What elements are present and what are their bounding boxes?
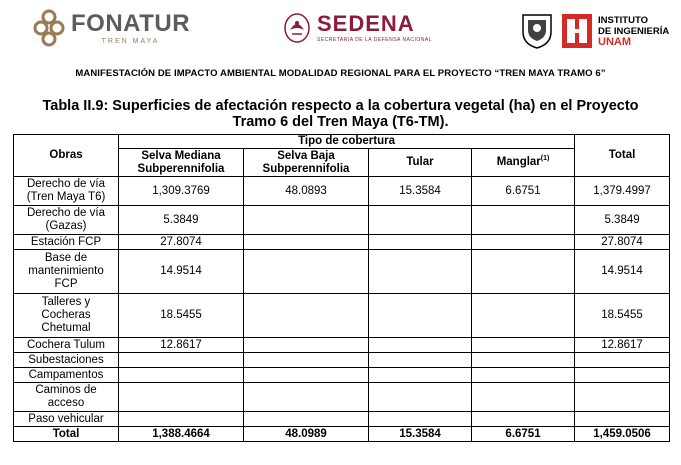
obra-line: Subestaciones — [28, 353, 104, 366]
table-row — [14, 368, 670, 383]
fonatur-name: FONATUR — [71, 9, 191, 37]
instituto-ingenieria-icon — [562, 14, 592, 48]
obra-cell — [14, 338, 119, 353]
row-total-cell — [575, 368, 670, 383]
value-cell — [472, 250, 575, 294]
fonatur-logo — [33, 8, 190, 48]
value-cell — [244, 412, 369, 427]
obra-line: Talleres y — [41, 296, 91, 308]
table-caption — [0, 98, 681, 130]
fonatur-emblem-icon — [33, 8, 65, 48]
unam-line1: INSTITUTO — [598, 14, 648, 26]
row-total-cell — [575, 412, 670, 427]
total-value-cell: 48.0989 — [244, 427, 369, 442]
obra-line: Estación FCP — [30, 235, 102, 248]
value-cell — [472, 412, 575, 427]
row-total-cell: 18.5455 — [575, 294, 670, 338]
obra-cell — [14, 383, 119, 412]
row-total-cell: 1,379.4997 — [575, 177, 670, 206]
header-col1-line1: Selva Mediana — [141, 149, 221, 162]
obra-line: Campamentos — [28, 368, 104, 381]
value-cell: 1,309.3769 — [119, 177, 244, 206]
value-cell — [472, 294, 575, 338]
obra-line: Derecho de vía — [27, 178, 105, 190]
obra-line: Chetumal — [41, 322, 91, 334]
obra-line: mantenimiento — [28, 265, 104, 277]
document-subtitle: MANIFESTACIÓN DE IMPACTO AMBIENTAL MODALIDAD REGIONAL PARA EL PROYECTO “TREN MAYA TRAMO 6” — [75, 68, 606, 79]
value-cell — [369, 250, 472, 294]
obra-cell — [14, 235, 119, 250]
obra-cell — [14, 353, 119, 368]
obra-cell — [14, 368, 119, 383]
unam-shield-icon — [520, 12, 554, 50]
value-cell — [369, 294, 472, 338]
total-label: Total — [14, 427, 119, 442]
fonatur-subtitle: TREN MAYA — [101, 37, 160, 45]
obra-line: Cocheras — [41, 309, 91, 321]
value-cell: 14.9514 — [119, 250, 244, 294]
sedena-logo — [283, 12, 432, 44]
value-cell — [244, 235, 369, 250]
table-body — [14, 177, 670, 442]
unam-logo — [520, 12, 669, 50]
header-manglar — [472, 149, 575, 177]
value-cell — [244, 250, 369, 294]
row-total-cell: 14.9514 — [575, 250, 670, 294]
obra-line: (Tren Maya T6) — [26, 191, 106, 203]
value-cell: 5.3849 — [119, 206, 244, 235]
obra-line: acceso — [47, 397, 85, 409]
value-cell — [472, 368, 575, 383]
unam-line2: DE INGENIERÍA — [598, 25, 670, 37]
header-tipo-cobertura: Tipo de cobertura — [119, 135, 575, 149]
footnote-marker: (1) — [540, 155, 550, 163]
grand-total-cell: 1,459.0506 — [575, 427, 670, 442]
obra-cell — [14, 177, 119, 206]
unam-line3: UNAM — [598, 35, 631, 48]
row-total-cell — [575, 353, 670, 368]
value-cell: 48.0893 — [244, 177, 369, 206]
value-cell — [472, 353, 575, 368]
header-col2-line1: Selva Baja — [277, 149, 335, 162]
value-cell — [244, 383, 369, 412]
row-total-cell — [575, 383, 670, 412]
table-row — [14, 294, 670, 338]
total-value-cell: 6.6751 — [472, 427, 575, 442]
value-cell — [119, 383, 244, 412]
table-row — [14, 383, 670, 412]
header-manglar-label: Manglar — [496, 156, 541, 168]
value-cell — [119, 353, 244, 368]
value-cell: 27.8074 — [119, 235, 244, 250]
obra-cell — [14, 206, 119, 235]
sedena-name: SEDENA — [317, 11, 415, 36]
value-cell — [472, 383, 575, 412]
value-cell — [369, 383, 472, 412]
value-cell: 12.8617 — [119, 338, 244, 353]
value-cell — [244, 368, 369, 383]
obra-line: (Gazas) — [45, 220, 87, 232]
value-cell — [119, 412, 244, 427]
value-cell — [369, 235, 472, 250]
table-row — [14, 235, 670, 250]
caption-line-1: Tabla II.9: Superficies de afectación respecto a la cobertura vegetal (ha) en el Proyecto — [42, 98, 639, 114]
coverage-table — [13, 134, 670, 442]
value-cell: 18.5455 — [119, 294, 244, 338]
sedena-subtitle: SECRETARÍA DE LA DEFENSA NACIONAL — [317, 37, 433, 43]
header-obras: Obras — [14, 135, 119, 177]
table-row — [14, 338, 670, 353]
value-cell — [369, 206, 472, 235]
obra-cell — [14, 294, 119, 338]
eagle-seal-icon — [283, 12, 311, 44]
value-cell — [244, 338, 369, 353]
page-header — [0, 0, 681, 62]
row-total-cell: 27.8074 — [575, 235, 670, 250]
header-tular: Tular — [369, 149, 472, 177]
table-row — [14, 206, 670, 235]
obra-line: Paso vehicular — [28, 412, 104, 425]
value-cell — [369, 338, 472, 353]
value-cell — [369, 353, 472, 368]
value-cell — [244, 353, 369, 368]
value-cell — [472, 206, 575, 235]
value-cell — [244, 294, 369, 338]
table-row — [14, 412, 670, 427]
value-cell — [119, 368, 244, 383]
value-cell: 15.3584 — [369, 177, 472, 206]
obra-line: FCP — [54, 278, 78, 290]
header-col1-line2: Subperennifolia — [137, 162, 225, 175]
header-selva-baja — [244, 149, 369, 177]
obra-cell — [14, 250, 119, 294]
value-cell — [369, 412, 472, 427]
header-total: Total — [575, 135, 670, 177]
obra-line: Cochera Tulum — [27, 338, 105, 351]
obra-line: Base de — [44, 252, 88, 264]
row-total-cell: 5.3849 — [575, 206, 670, 235]
table-row — [14, 177, 670, 206]
value-cell — [472, 338, 575, 353]
total-value-cell: 15.3584 — [369, 427, 472, 442]
total-row — [14, 427, 670, 442]
caption-line-2: Tramo 6 del Tren Maya (T6-TM). — [232, 114, 449, 130]
total-value-cell: 1,388.4664 — [119, 427, 244, 442]
table-row — [14, 250, 670, 294]
table-row — [14, 353, 670, 368]
obra-line: Caminos de — [35, 384, 97, 396]
header-col2-line2: Subperennifolia — [262, 162, 350, 175]
value-cell — [244, 206, 369, 235]
obra-cell — [14, 412, 119, 427]
value-cell: 6.6751 — [472, 177, 575, 206]
obra-line: Derecho de vía — [27, 207, 105, 219]
row-total-cell: 12.8617 — [575, 338, 670, 353]
header-selva-mediana — [119, 149, 244, 177]
value-cell — [472, 235, 575, 250]
value-cell — [369, 368, 472, 383]
